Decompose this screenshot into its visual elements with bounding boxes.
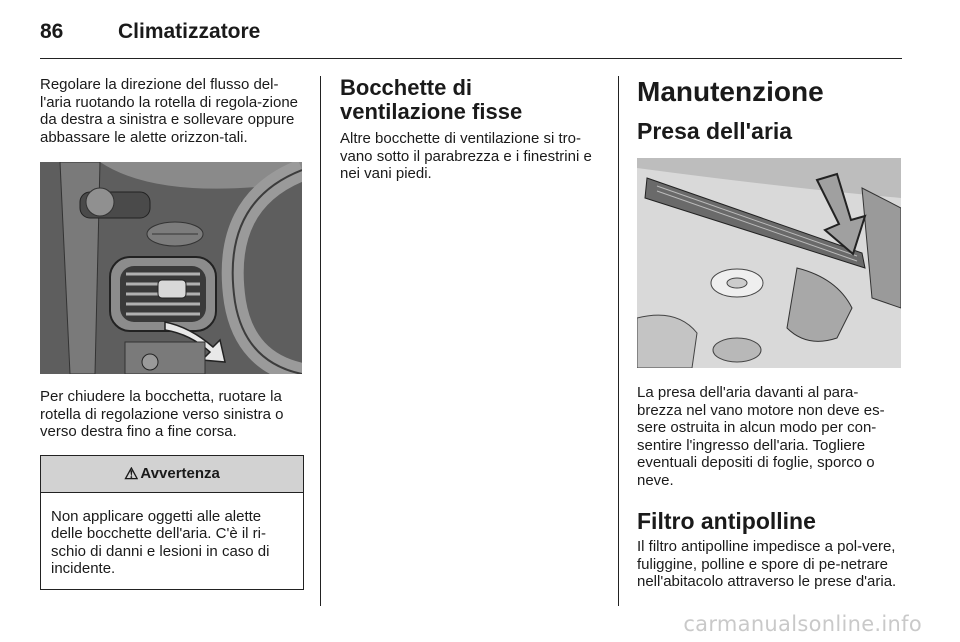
column-right [637, 76, 901, 591]
warning-header [41, 456, 303, 493]
warning-body [41, 493, 303, 589]
page-number: 86 [40, 20, 64, 43]
warning-title: Avvertenza [140, 465, 220, 482]
column-left [40, 76, 302, 590]
watermark-text: carmanualsonline.info [683, 612, 922, 636]
column-divider [618, 76, 619, 606]
warning-triangle-icon: ⚠ [124, 465, 139, 483]
air-intake-illustration [637, 158, 901, 368]
fixed-vents-heading: Bocchette di ventilazione fisse [340, 75, 523, 124]
intro-paragraph: Regolare la direzione del flusso del-l'aria ruotando la rotella di regola-zione da destra a sinistra e sollevare oppure abbassare le alette orizzon-tali. [40, 76, 299, 146]
warning-text: Non applicare oggetti alle alette delle bocchette dell'aria. C'è il ri-schio di danni e lesioni in caso di incidente. [51, 507, 270, 577]
air-intake-heading: Presa dell'aria [637, 118, 793, 144]
chapter-title: Climatizzatore [118, 20, 261, 43]
pollen-filter-heading: Filtro antipolline [637, 508, 816, 534]
page-header [40, 18, 902, 59]
pollen-filter-paragraph: Il filtro antipolline impedisce a pol-vere, fuliggine, polline e spore di pe-netrare nell'abitacolo attraverso le prese d'aria. [637, 538, 897, 590]
column-middle [340, 76, 602, 183]
air-intake-paragraph: La presa dell'aria davanti al para-brezza nel vano motore non deve es-sere ostruita in alcun modo per con-sentire l'ingresso dell'aria. Togliere eventuali depositi di foglie, sporco o neve. [637, 384, 885, 489]
column-divider [320, 76, 321, 606]
closing-paragraph: Per chiudere la bocchetta, ruotare la rotella di regolazione verso sinistra o verso destra fino a fine corsa. [40, 388, 284, 440]
fixed-vents-paragraph: Altre bocchette di ventilazione si tro-vano sotto il parabrezza e i finestrini e nei vani piedi. [340, 130, 592, 182]
maintenance-heading: Manutenzione [637, 76, 824, 107]
warning-box [40, 455, 304, 590]
vent-illustration [40, 162, 302, 374]
